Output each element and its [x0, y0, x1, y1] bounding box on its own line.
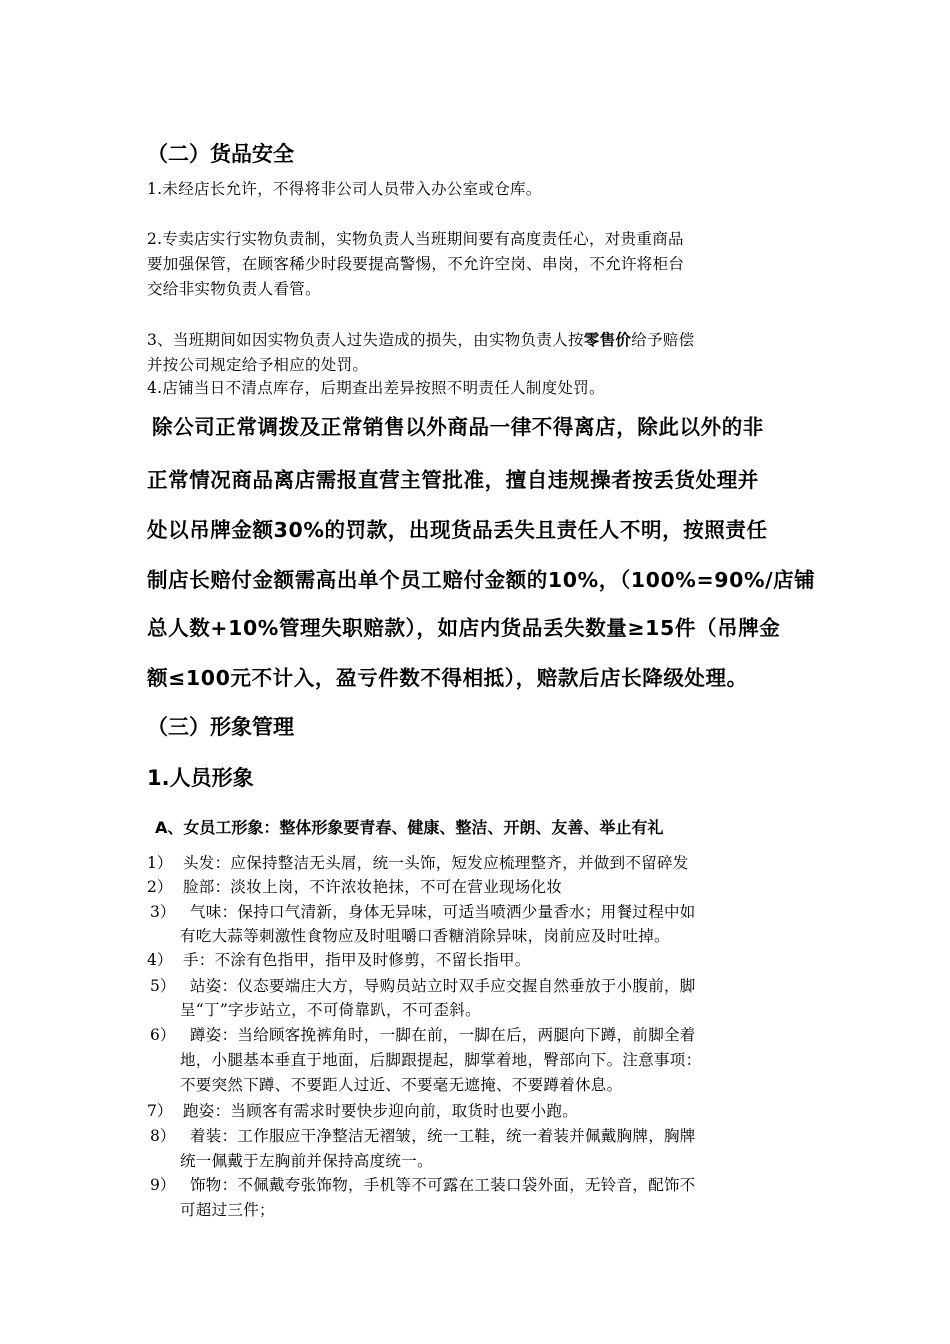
- item-standing-line1: 站姿：仪态要端庄大方，导购员站立时双手应交握自然垂放于小腹前，脚: [190, 977, 696, 995]
- goods-rule-3-line1: [147, 328, 694, 350]
- rule-paragraph-line4: 制店长赔付金额需高出单个员工赔付金额的10%，（100%=90%/店铺: [147, 568, 816, 592]
- item-hair: 头发：应保持整洁无头屑，统一头饰，短发应梳理整齐，并做到不留碎发: [183, 854, 689, 872]
- item-running: 跑姿：当顾客有需求时要快步迎向前，取货时也要小跑。: [183, 1102, 579, 1120]
- goods-rule-3-text-post: 给予赔偿: [631, 331, 695, 349]
- item-smell-line1: 气味：保持口气清新，身体无异味，可适当喷洒少量香水；用餐过程中如: [190, 903, 696, 921]
- goods-rule-2-line3: 交给非实物负责人看管。: [147, 280, 321, 298]
- rule-paragraph-line6: 额≤100元不计入，盈亏件数不得相抵），赔款后店长降级处理。: [147, 666, 748, 690]
- item-squatting-line2: 地，小腿基本垂直于地面，后脚跟提起，脚掌着地，臀部向下。注意事项：: [180, 1051, 702, 1069]
- retail-price-emphasis: 零售价: [583, 331, 632, 349]
- rule-paragraph-line3: 处以吊牌金额30%的罚款，出现货品丢失且责任人不明，按照责任: [147, 518, 768, 542]
- item-standing-line2: 呈“丁”字步站立，不可倚靠趴，不可歪斜。: [180, 1001, 481, 1019]
- item-number: 4）: [147, 951, 173, 969]
- section-title-goods-safety: （二）货品安全: [147, 142, 294, 166]
- item-number: 8）: [150, 1127, 176, 1145]
- rule-paragraph-line1: 除公司正常调拨及正常销售以外商品一律不得离店，除此以外的非: [152, 415, 764, 439]
- item-squatting-line3: 不要突然下蹲、不要距人过近、不要毫无遮掩、不要蹲着休息。: [180, 1076, 623, 1094]
- goods-rule-2-line2: 要加强保管，在顾客稀少时段要提高警惕，不允许空岗、串岗，不允许将柜台: [147, 255, 685, 273]
- rule-paragraph-line2: 正常情况商品离店需报直营主管批准，擅自违规操者按丢货处理并: [147, 468, 759, 492]
- goods-rule-3-text-pre: 3、当班期间如因实物负责人过失造成的损失，由实物负责人按: [147, 331, 584, 349]
- female-staff-heading: A、女员工形象：整体形象要青春、健康、整洁、开朗、友善、举止有礼: [155, 818, 664, 837]
- item-number: 2）: [147, 878, 173, 896]
- goods-rule-4: 4.店铺当日不清点库存，后期查出差异按照不明责任人制度处罚。: [147, 379, 605, 397]
- item-number: 9）: [150, 1176, 176, 1194]
- item-accessories-line1: 饰物：不佩戴夸张饰物，手机等不可露在工装口袋外面，无铃音，配饰不: [190, 1176, 696, 1194]
- item-dress-line1: 着装：工作服应干净整洁无褶皱，统一工鞋，统一着装并佩戴胸牌，胸牌: [190, 1127, 696, 1145]
- goods-rule-2-line1: 2.专卖店实行实物负责制，实物负责人当班期间要有高度责任心，对贵重商品: [147, 230, 684, 248]
- item-number: 3）: [150, 903, 176, 921]
- item-hands: 手：不涂有色指甲，指甲及时修剪，不留长指甲。: [183, 951, 531, 969]
- item-number: 1）: [147, 854, 173, 872]
- item-accessories-line2: 可超过三件；: [180, 1201, 275, 1219]
- item-number: 7）: [147, 1102, 173, 1120]
- section-title-image-management: （三）形象管理: [147, 715, 294, 739]
- item-number: 5）: [150, 977, 176, 995]
- goods-rule-3-line2: 并按公司规定给予相应的处罚。: [147, 356, 369, 374]
- item-face: 脸部：淡妆上岗，不许浓妆艳抹，不可在营业现场化妆: [183, 878, 563, 896]
- item-smell-line2: 有吃大蒜等刺激性食物应及时咀嚼口香糖消除异味，岗前应及时吐掉。: [180, 927, 670, 945]
- item-number: 6）: [150, 1026, 176, 1044]
- item-dress-line2: 统一佩戴于左胸前并保持高度统一。: [180, 1152, 433, 1170]
- subsection-title-staff-image: 1.人员形象: [147, 766, 254, 790]
- goods-rule-1: 1.未经店长允许，不得将非公司人员带入办公室或仓库。: [147, 180, 542, 198]
- rule-paragraph-line5: 总人数+10%管理失职赔款），如店内货品丢失数量≥15件（吊牌金: [147, 616, 781, 640]
- item-squatting-line1: 蹲姿：当给顾客挽裤角时，一脚在前，一脚在后，两腿向下蹲，前脚全着: [190, 1026, 696, 1044]
